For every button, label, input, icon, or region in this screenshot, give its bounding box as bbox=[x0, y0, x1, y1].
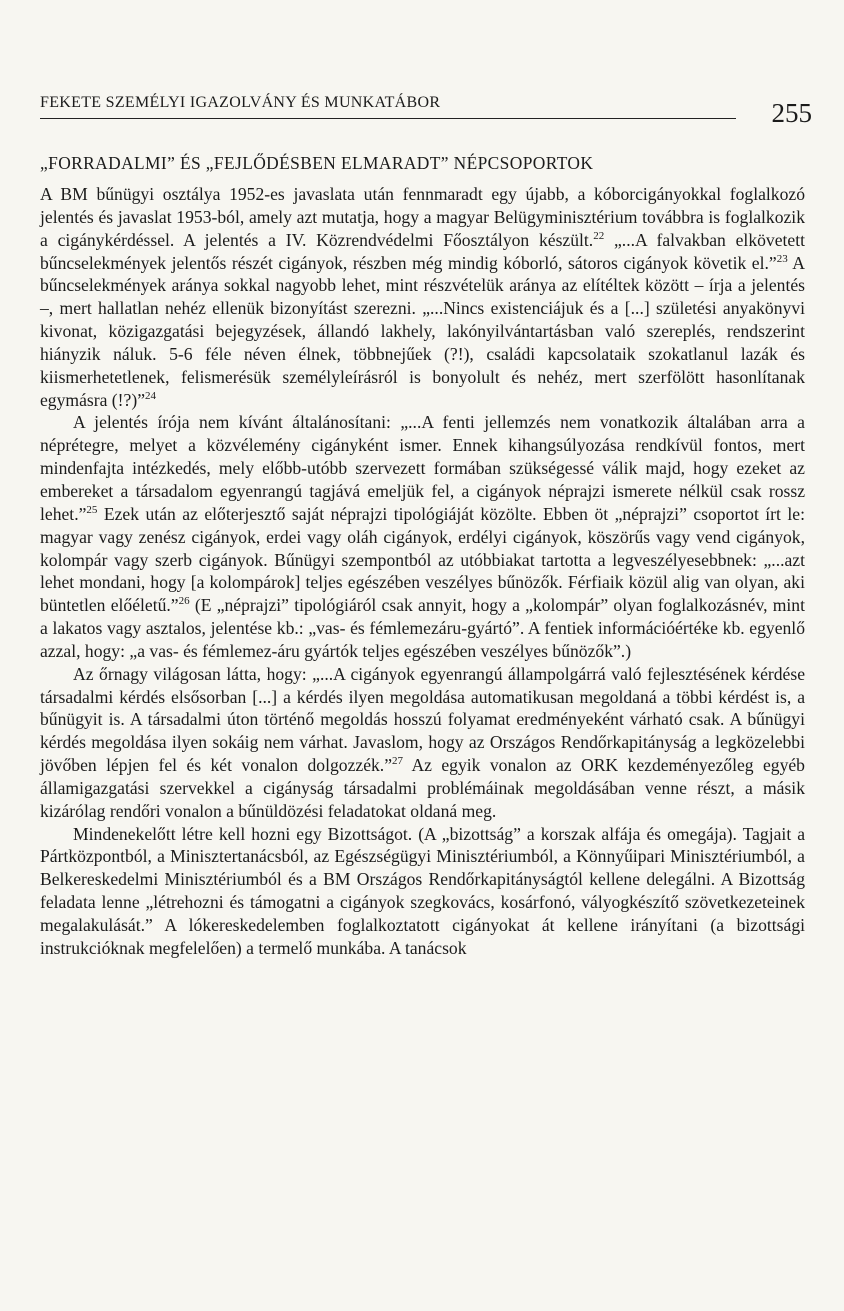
paragraph-3 bbox=[40, 663, 805, 823]
footnote-ref-27: 27 bbox=[392, 755, 404, 768]
footnote-ref-26: 26 bbox=[178, 595, 190, 608]
paragraph-1-text-b: „...A falvakban elkövetett bűncselekmények jelentős részét cigányok, részben még mindig kóborló, sátoros cigányok követik el.” bbox=[40, 229, 805, 273]
running-head-title: FEKETE SZEMÉLYI IGAZOLVÁNY ÉS MUNKATÁBOR bbox=[40, 94, 441, 111]
paragraph-1-text-c: A bűncselekmények aránya sokkal nagyobb lehet, mint részvételük aránya az elítéltek között – írja a jelentés –, mert hallatlan nehéz ellenük bizonyítást szerezni. „...Nincs existenciájuk és a [...] születési anyakönyvi kivonat, közigazgatási bejegyzések, állandó lakhely, lakónyilvántartásban való szereplés, rendszerint hiányzik náluk. 5-6 féle néven élnek, többnejűek (?!), családi kapcsolataik szokatlanul lazák és kiismerhetetlenek, felismerésük személyleírásról is bonyolult és nehéz, mert szerfölött hasonlítanak egymásra (!?)” bbox=[40, 252, 805, 410]
paragraph-3-text-b: Az egyik vonalon az ORK kezdeményezőleg egyéb államigazgatási szervekkel a cigányság társadalmi problémáinak megoldásában venne részt, a másik kizárólag rendőri vonalon a bűnüldözési feladatokat oldaná meg. bbox=[40, 755, 805, 821]
paragraph-2-text-b: Ezek után az előterjesztő saját néprajzi tipológiáját közölte. Ebben öt „néprajzi” csoportot írt le: magyar vagy zenész cigányok, erdei vagy oláh cigányok, erdélyi cigányok, köszörűs vagy vend cigányok, kolompár vagy szerb cigányok. Bűnügyi szempontból az utóbbiakat tartotta a legveszélyesebbnek: „...azt lehet mondani, hogy [a kolompárok] teljes egészében veszélyes bűnözők. Férfiaik közül alig van olyan, aki büntetlen előéletű.” bbox=[40, 503, 805, 616]
page-number: 255 bbox=[771, 98, 812, 128]
paragraph-1-text-a: A BM bűnügyi osztálya 1952-es javaslata után fennmaradt egy újabb, a kóborcigányokkal foglalkozó jelentés és javaslat 1953-ból, amely azt mutatja, hogy a magyar Belügyminisztérium továbbra is foglalkozik a cigánykérdéssel. A jelentés a IV. Közrendvédelmi Főosztályon készült. bbox=[40, 184, 805, 250]
section-title: „FORRADALMI” ÉS „FEJLŐDÉSBEN ELMARADT” NÉPCSOPORTOK bbox=[40, 153, 594, 173]
paragraph-2-text-c: (E „néprajzi” tipológiáról csak annyit, hogy a „kolompár” olyan foglalkozásnév, mint a lakatos vagy asztalos, jelentése kb.: „vas- és fémlemezáru-gyártó”. A fentiek információértéke kb. egyenlő azzal, hogy: „a vas- és fémlemez-áru gyártók teljes egészében veszélyes bűnözők”.) bbox=[40, 595, 805, 661]
header-rule bbox=[40, 118, 736, 119]
paragraph-2-text-a: A jelentés írója nem kívánt általánosítani: „...A fenti jellemzés nem vonatkozik általában arra a néprétegre, melyet a közvélemény cigányként ismer. Ennek kihangsúlyozása rendkívül fontos, mert mindenfajta intézkedés, mely előbb-utóbb szervezett formában szükségessé válik majd, hogy ezeket az embereket a társadalom egyenrangú tagjává emeljük fel, a cigányok néprajzi ismerete nélkül csak rossz lehet.” bbox=[40, 412, 805, 524]
footnote-ref-24: 24 bbox=[145, 389, 157, 402]
body-text bbox=[40, 183, 805, 960]
paragraph-2 bbox=[40, 411, 805, 662]
paragraph-1 bbox=[40, 183, 805, 411]
paragraph-4: Mindenekelőtt létre kell hozni egy Bizottságot. (A „bizottság” a korszak alfája és omegája). Tagjait a Pártközpontból, a Minisztertanácsból, az Egészségügyi Minisztériumból, a Könnyűipari Minisztériumból, a Belkereskedelmi Minisztériumból és a BM Országos Rendőrkapitányságtól kellene delegálni. A Bizottság feladata lenne „létrehozni és támogatni a cigányok szegkovács, kosárfonó, vályogkészítő szövetkezeteinek megalakulását.” A lókereskedelemben foglalkoztatott cigányokat át kellene irányítani (a bizottsági instrukcióknak megfelelően) a termelő munkába. A tanácsok bbox=[40, 823, 805, 958]
footnote-ref-23: 23 bbox=[776, 252, 788, 265]
paragraph-3-text-a: Az őrnagy világosan látta, hogy: „...A cigányok egyenrangú állampolgárrá való fejlesztésének kérdése társadalmi kérdés elsősorban [...] a kérdés ilyen megoldása automatikusan megoldaná a többi kérdést is, a bűnügyit is. A társadalmi úton történő megoldás hosszú folyamat eredményeként várható csak. A bűnügyi kérdés megoldása ilyen sokáig nem várhat. Javaslom, hogy az Országos Rendőrkapitányság a legközelebbi jövőben lépjen fel és két vonalon dolgozzék.” bbox=[40, 663, 805, 776]
footnote-ref-22: 22 bbox=[593, 229, 605, 242]
footnote-ref-25: 25 bbox=[86, 503, 98, 516]
